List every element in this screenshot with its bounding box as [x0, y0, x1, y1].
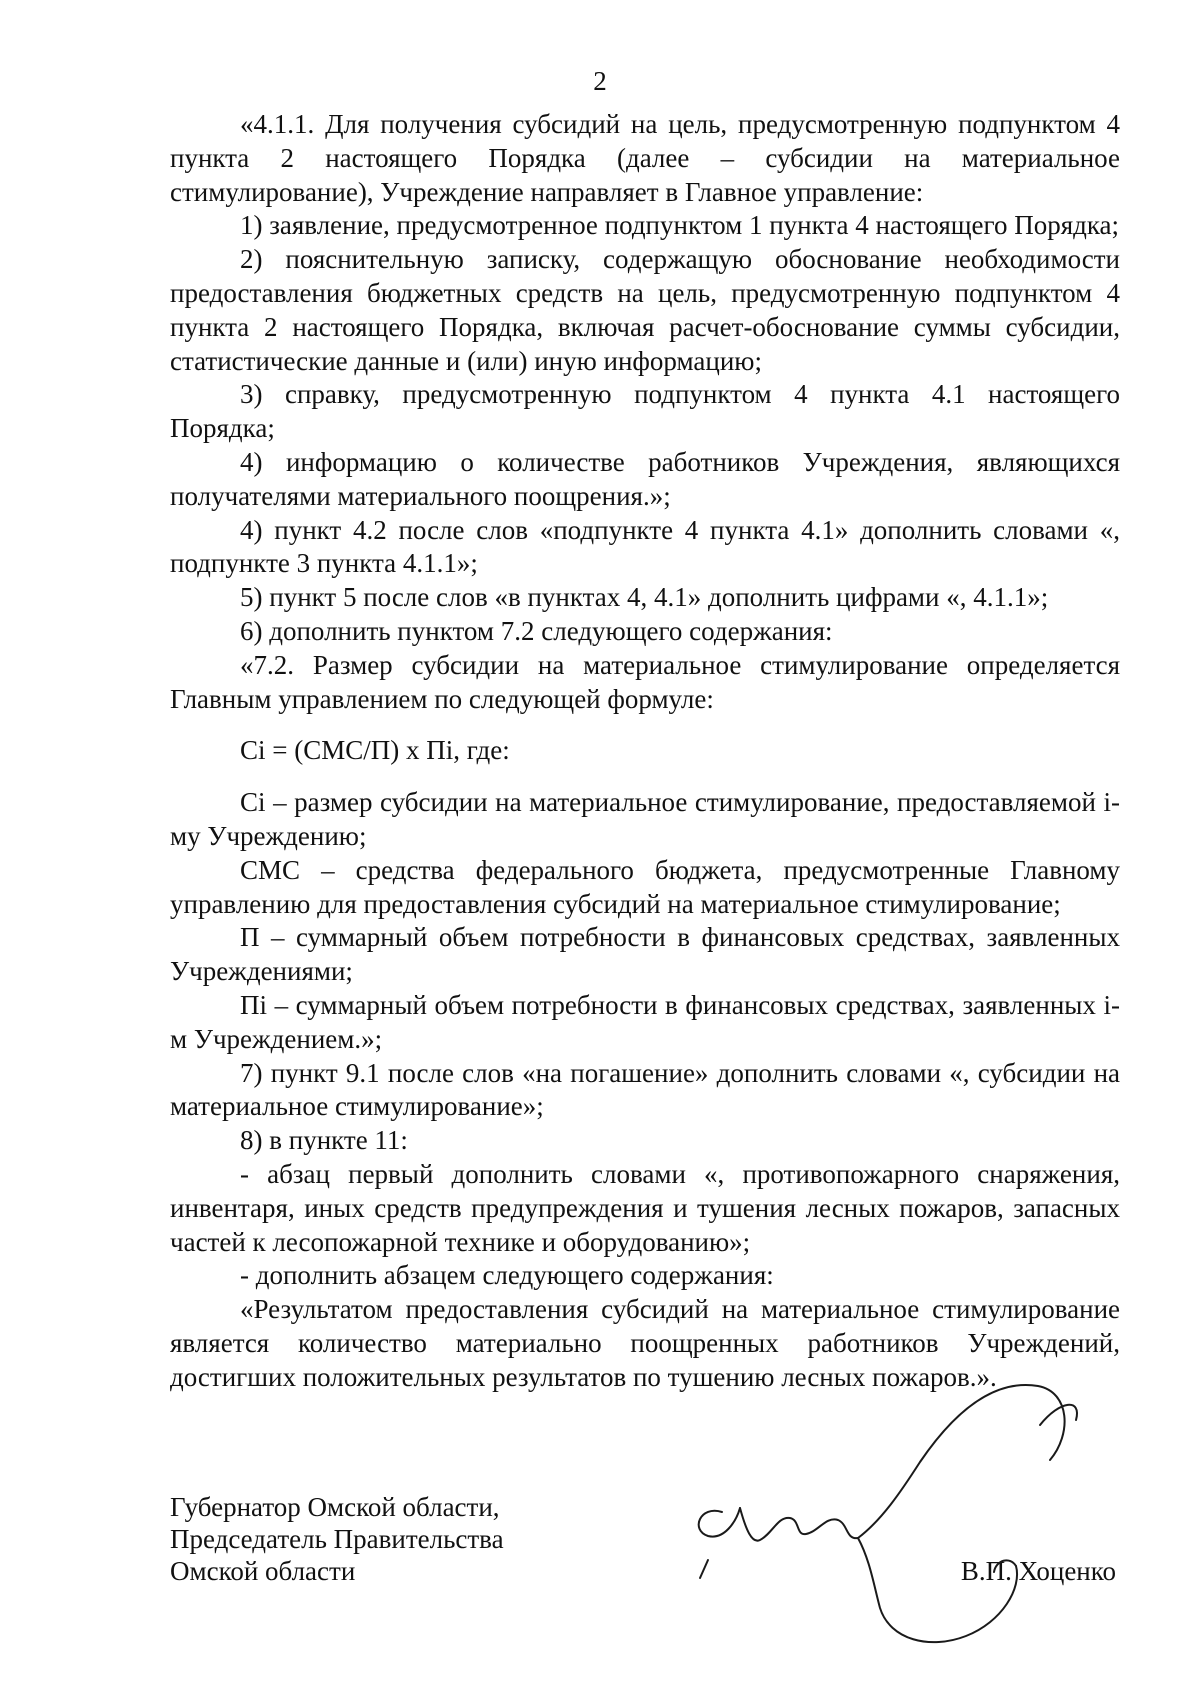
definition: Пi – суммарный объем потребности в финансовых средствах, заявленных i-м Учреждением.»; — [170, 989, 1120, 1054]
paragraph: 4) пункт 4.2 после слов «подпункте 4 пункта 4.1» дополнить словами «, подпункте 3 пункта 4.1.1»; — [170, 514, 1120, 579]
signatory-title: Омской области — [170, 1556, 356, 1586]
paragraph: «4.1.1. Для получения субсидий на цель, предусмотренную подпунктом 4 пункта 2 настоящего Порядка (далее – субсидии на материальное стимулирование), Учреждение направляет в Главное управление: — [170, 109, 1120, 207]
spacer — [170, 716, 1120, 734]
signatory-title: Губернатор Омской области, — [170, 1492, 500, 1522]
document-body — [170, 108, 1120, 1394]
paragraph: 7) пункт 9.1 после слов «на погашение» дополнить словами «, субсидии на материальное стимулирование»; — [170, 1057, 1120, 1122]
formula: Ci = (СМС/П) х Пi, где: — [240, 735, 510, 766]
definition: Ci – размер субсидии на материальное стимулирование, предоставляемой i-му Учреждению; — [170, 787, 1120, 851]
paragraph: - дополнить абзацем следующего содержания: — [240, 1260, 774, 1291]
paragraph: 3) справку, предусмотренную подпунктом 4 пункта 4.1 настоящего Порядка; — [170, 379, 1120, 444]
spacer — [170, 768, 1120, 786]
paragraph: 8) в пункте 11: — [240, 1125, 408, 1156]
paragraph: 5) пункт 5 после слов «в пунктах 4, 4.1» дополнить цифрами «, 4.1.1»; — [240, 582, 1049, 613]
paragraph: «Результатом предоставления субсидий на материальное стимулирование является количество материально поощренных работников Учреждений, достигших положительных результатов по тушению лесных пожаров.». — [170, 1294, 1120, 1392]
signatory-name: В.П. Хоценко — [960, 1556, 1116, 1586]
page-number: 2 — [593, 66, 607, 96]
paragraph: «7.2. Размер субсидии на материальное стимулирование определяется Главным управлением по следующей формуле: — [170, 649, 1120, 714]
paragraph: 2) пояснительную записку, содержащую обоснование необходимости предоставления бюджетных средств на цель, предусмотренную подпунктом 4 пункта 2 настоящего Порядка, включая расчет-обоснование суммы субсидии, статистические данные и (или) иную информацию; — [170, 244, 1120, 376]
paragraph: 4) информацию о количестве работников Учреждения, являющихся получателями материального поощрения.»; — [170, 446, 1120, 511]
paragraph: 6) дополнить пунктом 7.2 следующего содержания: — [240, 615, 833, 646]
signatory-title: Председатель Правительства — [170, 1524, 504, 1554]
definition: П – суммарный объем потребности в финансовых средствах, заявленных Учреждениями; — [170, 922, 1120, 987]
paragraph: 1) заявление, предусмотренное подпунктом 1 пункта 4 настоящего Порядка; — [240, 210, 1120, 241]
definition: СМС – средства федерального бюджета, предусмотренные Главному управлению для предоставления субсидий на материальное стимулирование; — [170, 854, 1120, 919]
signature-block — [170, 1491, 1120, 1631]
paragraph: - абзац первый дополнить словами «, противопожарного снаряжения, инвентаря, иных средств предупреждения и тушения лесных пожаров, запасных частей к лесопожарной технике и оборудованию»; — [170, 1158, 1120, 1257]
